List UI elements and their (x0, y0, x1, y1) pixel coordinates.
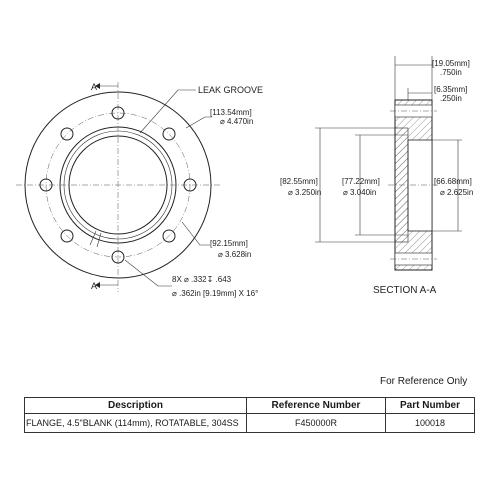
section-title: SECTION A-A (373, 285, 437, 296)
step-in: .250in (440, 94, 462, 103)
header-part-number: Part Number (386, 398, 475, 414)
thickness-in: .750in (440, 68, 462, 77)
cell-part-number: 100018 (386, 414, 475, 433)
bolt-hole (163, 128, 175, 140)
section-marker-top: A (91, 82, 98, 92)
dia3-mm: [66.68mm] (434, 177, 472, 186)
dia3-in: ⌀ 2.625in (440, 188, 474, 197)
dia2-mm: [77.22mm] (342, 177, 380, 186)
thickness-mm: [19.05mm] (432, 59, 470, 68)
dia2-in: ⌀ 3.040in (343, 188, 377, 197)
table-row (25, 414, 475, 433)
header-description: Description (25, 398, 247, 414)
leak-groove-label: LEAK GROOVE (198, 85, 264, 95)
section-marker-bottom: A (91, 281, 98, 291)
bolt-circle-in: ⌀ 3.628in (218, 250, 252, 259)
outer-dia-mm: [113.54mm] (210, 108, 252, 117)
bolt-circle-mm: [92.15mm] (210, 239, 248, 248)
header-reference-number: Reference Number (247, 398, 386, 414)
table-header-row (25, 398, 475, 414)
section-view (280, 56, 473, 296)
front-view (16, 82, 263, 298)
step-mm: [6.35mm] (434, 85, 468, 94)
cell-description: FLANGE, 4.5"BLANK (114mm), ROTATABLE, 304SS (25, 414, 247, 433)
dia1-in: ⌀ 3.250in (288, 188, 322, 197)
reference-note: For Reference Only (380, 376, 468, 387)
cell-reference-number: F450000R (247, 414, 386, 433)
outer-dia-in: ⌀ 4.470in (220, 117, 254, 126)
hole-note-line2: ⌀ .362in [9.19mm] X 16° (172, 289, 259, 298)
part-info-table (24, 397, 475, 433)
dia1-mm: [82.55mm] (280, 177, 318, 186)
hole-note-line1: 8X ⌀ .332↧ .643 (172, 275, 232, 284)
bolt-hole (61, 128, 73, 140)
